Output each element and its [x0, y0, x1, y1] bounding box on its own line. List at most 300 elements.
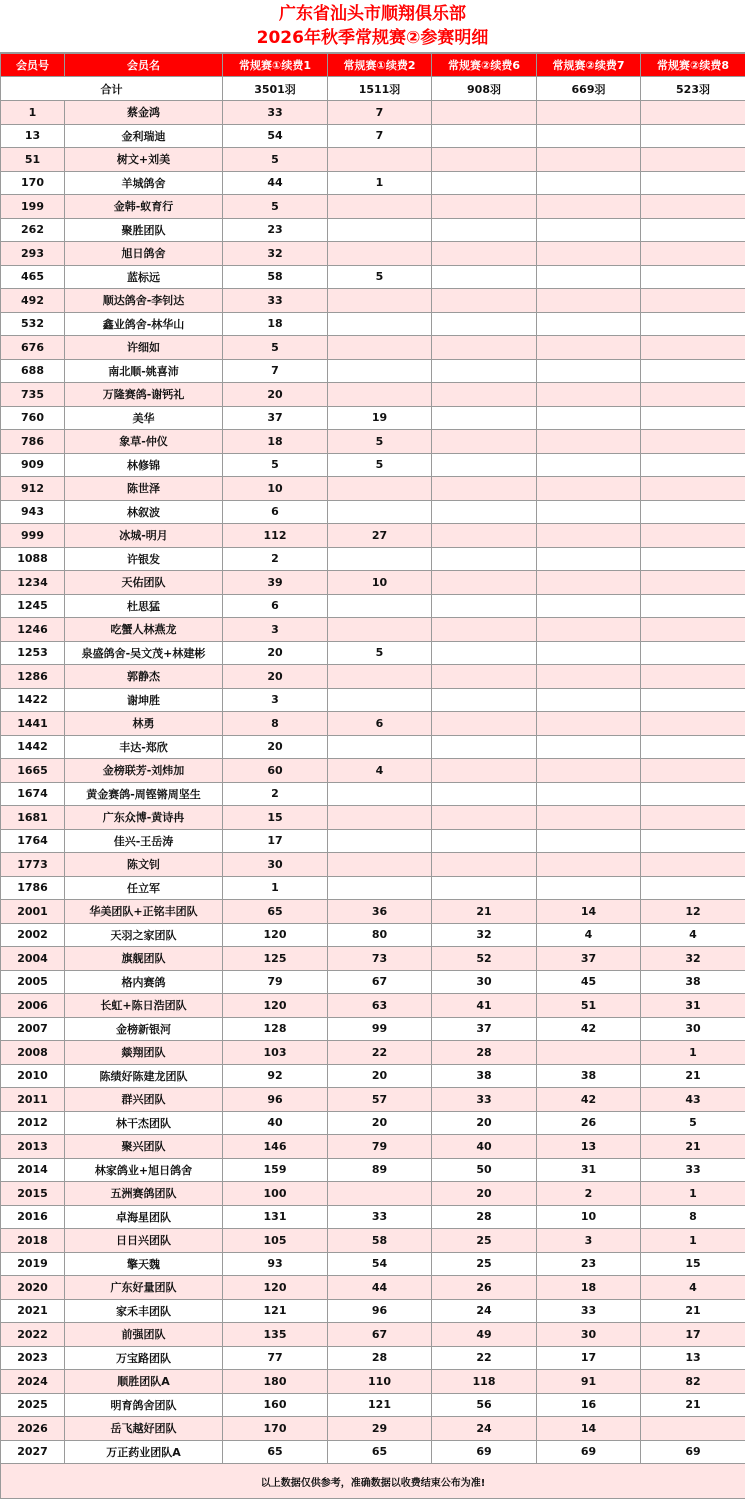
renewal-2-cell[interactable]: 110	[328, 1370, 432, 1394]
renewal-1-cell[interactable]: 79	[223, 970, 328, 994]
renewal-8-cell[interactable]: 69	[641, 1440, 745, 1464]
member-id-cell[interactable]: 1	[1, 101, 65, 125]
renewal-8-cell[interactable]: 1	[641, 1182, 745, 1206]
renewal-8-cell[interactable]	[641, 1417, 745, 1441]
renewal-6-cell[interactable]	[432, 500, 537, 524]
renewal-6-cell[interactable]	[432, 359, 537, 383]
member-name-cell[interactable]: 燚翔团队	[65, 1041, 223, 1065]
renewal-7-cell[interactable]: 45	[537, 970, 641, 994]
member-name-cell[interactable]: 群兴团队	[65, 1088, 223, 1112]
member-id-cell[interactable]: 532	[1, 312, 65, 336]
renewal-1-cell[interactable]: 146	[223, 1135, 328, 1159]
member-id-cell[interactable]: 1286	[1, 665, 65, 689]
renewal-1-cell[interactable]: 18	[223, 312, 328, 336]
renewal-6-cell[interactable]	[432, 218, 537, 242]
renewal-1-cell[interactable]: 60	[223, 759, 328, 783]
member-name-cell[interactable]: 广东好量团队	[65, 1276, 223, 1300]
renewal-6-cell[interactable]	[432, 383, 537, 407]
renewal-1-cell[interactable]: 1	[223, 876, 328, 900]
member-id-cell[interactable]: 2007	[1, 1017, 65, 1041]
member-id-cell[interactable]: 199	[1, 195, 65, 219]
member-name-cell[interactable]: 日日兴团队	[65, 1229, 223, 1253]
renewal-7-cell[interactable]	[537, 571, 641, 595]
renewal-7-cell[interactable]: 3	[537, 1229, 641, 1253]
member-name-cell[interactable]: 陈绩好陈建龙团队	[65, 1064, 223, 1088]
col-header-renewal-7[interactable]: 常规赛②续费7	[537, 54, 641, 77]
renewal-8-cell[interactable]	[641, 195, 745, 219]
renewal-2-cell[interactable]	[328, 383, 432, 407]
renewal-2-cell[interactable]	[328, 195, 432, 219]
renewal-1-cell[interactable]: 2	[223, 782, 328, 806]
renewal-8-cell[interactable]	[641, 500, 745, 524]
member-id-cell[interactable]: 2004	[1, 947, 65, 971]
renewal-7-cell[interactable]	[537, 500, 641, 524]
renewal-2-cell[interactable]: 29	[328, 1417, 432, 1441]
renewal-1-cell[interactable]: 65	[223, 1440, 328, 1464]
renewal-7-cell[interactable]: 14	[537, 900, 641, 924]
renewal-6-cell[interactable]: 52	[432, 947, 537, 971]
renewal-2-cell[interactable]	[328, 359, 432, 383]
renewal-1-cell[interactable]: 15	[223, 806, 328, 830]
member-id-cell[interactable]: 2002	[1, 923, 65, 947]
renewal-6-cell[interactable]: 40	[432, 1135, 537, 1159]
renewal-1-cell[interactable]: 44	[223, 171, 328, 195]
renewal-2-cell[interactable]: 58	[328, 1229, 432, 1253]
member-id-cell[interactable]: 676	[1, 336, 65, 360]
member-name-cell[interactable]: 万正药业团队A	[65, 1440, 223, 1464]
renewal-6-cell[interactable]	[432, 453, 537, 477]
renewal-6-cell[interactable]	[432, 477, 537, 501]
renewal-7-cell[interactable]	[537, 336, 641, 360]
renewal-1-cell[interactable]: 93	[223, 1252, 328, 1276]
renewal-2-cell[interactable]: 80	[328, 923, 432, 947]
member-id-cell[interactable]: 909	[1, 453, 65, 477]
renewal-7-cell[interactable]	[537, 477, 641, 501]
renewal-8-cell[interactable]	[641, 171, 745, 195]
member-id-cell[interactable]: 262	[1, 218, 65, 242]
renewal-2-cell[interactable]: 67	[328, 970, 432, 994]
member-id-cell[interactable]: 2012	[1, 1111, 65, 1135]
col-header-renewal-6[interactable]: 常规赛②续费6	[432, 54, 537, 77]
renewal-1-cell[interactable]: 105	[223, 1229, 328, 1253]
renewal-8-cell[interactable]	[641, 336, 745, 360]
member-id-cell[interactable]: 2018	[1, 1229, 65, 1253]
renewal-7-cell[interactable]: 18	[537, 1276, 641, 1300]
renewal-6-cell[interactable]	[432, 759, 537, 783]
renewal-2-cell[interactable]: 63	[328, 994, 432, 1018]
renewal-6-cell[interactable]	[432, 735, 537, 759]
member-id-cell[interactable]: 2014	[1, 1158, 65, 1182]
member-name-cell[interactable]: 蓝标远	[65, 265, 223, 289]
renewal-8-cell[interactable]	[641, 665, 745, 689]
renewal-8-cell[interactable]	[641, 618, 745, 642]
renewal-1-cell[interactable]: 77	[223, 1346, 328, 1370]
member-id-cell[interactable]: 2020	[1, 1276, 65, 1300]
member-name-cell[interactable]: 林勇	[65, 712, 223, 736]
renewal-2-cell[interactable]	[328, 477, 432, 501]
member-name-cell[interactable]: 长虹+陈日浩团队	[65, 994, 223, 1018]
renewal-8-cell[interactable]	[641, 782, 745, 806]
renewal-8-cell[interactable]: 21	[641, 1299, 745, 1323]
member-id-cell[interactable]: 943	[1, 500, 65, 524]
renewal-1-cell[interactable]: 8	[223, 712, 328, 736]
renewal-2-cell[interactable]	[328, 594, 432, 618]
renewal-8-cell[interactable]	[641, 547, 745, 571]
col-header-renewal-2[interactable]: 常规赛①续费2	[328, 54, 432, 77]
renewal-2-cell[interactable]: 36	[328, 900, 432, 924]
renewal-7-cell[interactable]: 30	[537, 1323, 641, 1347]
renewal-1-cell[interactable]: 120	[223, 994, 328, 1018]
member-id-cell[interactable]: 2008	[1, 1041, 65, 1065]
renewal-7-cell[interactable]: 13	[537, 1135, 641, 1159]
renewal-6-cell[interactable]: 28	[432, 1205, 537, 1229]
renewal-7-cell[interactable]: 16	[537, 1393, 641, 1417]
renewal-8-cell[interactable]: 4	[641, 1276, 745, 1300]
renewal-7-cell[interactable]	[537, 876, 641, 900]
renewal-7-cell[interactable]	[537, 782, 641, 806]
member-name-cell[interactable]: 陈世泽	[65, 477, 223, 501]
renewal-6-cell[interactable]	[432, 594, 537, 618]
member-name-cell[interactable]: 美华	[65, 406, 223, 430]
member-id-cell[interactable]: 13	[1, 124, 65, 148]
member-name-cell[interactable]: 金利瑞迪	[65, 124, 223, 148]
member-name-cell[interactable]: 旗舰团队	[65, 947, 223, 971]
renewal-8-cell[interactable]: 82	[641, 1370, 745, 1394]
member-id-cell[interactable]: 293	[1, 242, 65, 266]
renewal-7-cell[interactable]	[537, 759, 641, 783]
renewal-2-cell[interactable]: 65	[328, 1440, 432, 1464]
renewal-2-cell[interactable]	[328, 148, 432, 172]
member-id-cell[interactable]: 2022	[1, 1323, 65, 1347]
member-id-cell[interactable]: 2026	[1, 1417, 65, 1441]
renewal-7-cell[interactable]	[537, 853, 641, 877]
renewal-1-cell[interactable]: 54	[223, 124, 328, 148]
renewal-2-cell[interactable]: 10	[328, 571, 432, 595]
renewal-8-cell[interactable]	[641, 759, 745, 783]
renewal-8-cell[interactable]	[641, 289, 745, 313]
renewal-1-cell[interactable]: 159	[223, 1158, 328, 1182]
member-id-cell[interactable]: 1088	[1, 547, 65, 571]
renewal-7-cell[interactable]	[537, 430, 641, 454]
renewal-7-cell[interactable]: 51	[537, 994, 641, 1018]
renewal-6-cell[interactable]: 69	[432, 1440, 537, 1464]
member-name-cell[interactable]: 象草-仲仪	[65, 430, 223, 454]
renewal-7-cell[interactable]	[537, 406, 641, 430]
renewal-6-cell[interactable]	[432, 665, 537, 689]
member-id-cell[interactable]: 1786	[1, 876, 65, 900]
renewal-1-cell[interactable]: 3	[223, 688, 328, 712]
member-id-cell[interactable]: 2027	[1, 1440, 65, 1464]
member-id-cell[interactable]: 2010	[1, 1064, 65, 1088]
renewal-6-cell[interactable]	[432, 265, 537, 289]
member-name-cell[interactable]: 丰达-郑欣	[65, 735, 223, 759]
member-id-cell[interactable]: 1674	[1, 782, 65, 806]
renewal-7-cell[interactable]: 42	[537, 1017, 641, 1041]
member-name-cell[interactable]: 格内赛鸽	[65, 970, 223, 994]
member-name-cell[interactable]: 郭静杰	[65, 665, 223, 689]
renewal-8-cell[interactable]: 4	[641, 923, 745, 947]
member-name-cell[interactable]: 黄金赛鸽-周铿锵周坚生	[65, 782, 223, 806]
member-name-cell[interactable]: 冰城-明月	[65, 524, 223, 548]
renewal-6-cell[interactable]	[432, 547, 537, 571]
renewal-1-cell[interactable]: 3	[223, 618, 328, 642]
renewal-2-cell[interactable]	[328, 500, 432, 524]
renewal-1-cell[interactable]: 40	[223, 1111, 328, 1135]
renewal-2-cell[interactable]	[328, 853, 432, 877]
renewal-8-cell[interactable]: 21	[641, 1393, 745, 1417]
member-id-cell[interactable]: 688	[1, 359, 65, 383]
renewal-2-cell[interactable]: 67	[328, 1323, 432, 1347]
renewal-1-cell[interactable]: 6	[223, 594, 328, 618]
renewal-1-cell[interactable]: 33	[223, 101, 328, 125]
member-name-cell[interactable]: 广东众博-黄诗冉	[65, 806, 223, 830]
renewal-7-cell[interactable]	[537, 218, 641, 242]
renewal-1-cell[interactable]: 128	[223, 1017, 328, 1041]
renewal-7-cell[interactable]: 38	[537, 1064, 641, 1088]
renewal-6-cell[interactable]: 50	[432, 1158, 537, 1182]
renewal-6-cell[interactable]: 25	[432, 1252, 537, 1276]
renewal-8-cell[interactable]: 43	[641, 1088, 745, 1112]
renewal-6-cell[interactable]	[432, 336, 537, 360]
renewal-7-cell[interactable]: 4	[537, 923, 641, 947]
renewal-1-cell[interactable]: 170	[223, 1417, 328, 1441]
renewal-1-cell[interactable]: 5	[223, 148, 328, 172]
renewal-7-cell[interactable]	[537, 547, 641, 571]
member-id-cell[interactable]: 1681	[1, 806, 65, 830]
renewal-8-cell[interactable]: 21	[641, 1135, 745, 1159]
renewal-1-cell[interactable]: 10	[223, 477, 328, 501]
renewal-1-cell[interactable]: 30	[223, 853, 328, 877]
member-id-cell[interactable]: 2006	[1, 994, 65, 1018]
renewal-8-cell[interactable]: 33	[641, 1158, 745, 1182]
renewal-2-cell[interactable]: 121	[328, 1393, 432, 1417]
renewal-6-cell[interactable]: 25	[432, 1229, 537, 1253]
renewal-6-cell[interactable]: 33	[432, 1088, 537, 1112]
member-name-cell[interactable]: 林家鸽业+旭日鸽舍	[65, 1158, 223, 1182]
renewal-8-cell[interactable]: 15	[641, 1252, 745, 1276]
member-id-cell[interactable]: 465	[1, 265, 65, 289]
member-name-cell[interactable]: 泉盛鸽舍-吴文茂+林建彬	[65, 641, 223, 665]
renewal-2-cell[interactable]	[328, 665, 432, 689]
renewal-8-cell[interactable]: 17	[641, 1323, 745, 1347]
renewal-2-cell[interactable]: 6	[328, 712, 432, 736]
member-name-cell[interactable]: 顺达鸽舍-李钊达	[65, 289, 223, 313]
member-id-cell[interactable]: 51	[1, 148, 65, 172]
member-id-cell[interactable]: 999	[1, 524, 65, 548]
renewal-1-cell[interactable]: 6	[223, 500, 328, 524]
member-name-cell[interactable]: 五洲赛鸽团队	[65, 1182, 223, 1206]
renewal-7-cell[interactable]	[537, 829, 641, 853]
renewal-6-cell[interactable]: 22	[432, 1346, 537, 1370]
renewal-2-cell[interactable]: 79	[328, 1135, 432, 1159]
renewal-1-cell[interactable]: 37	[223, 406, 328, 430]
member-name-cell[interactable]: 林干杰团队	[65, 1111, 223, 1135]
renewal-8-cell[interactable]	[641, 359, 745, 383]
renewal-2-cell[interactable]: 33	[328, 1205, 432, 1229]
renewal-8-cell[interactable]: 1	[641, 1229, 745, 1253]
renewal-7-cell[interactable]: 14	[537, 1417, 641, 1441]
renewal-6-cell[interactable]	[432, 806, 537, 830]
renewal-7-cell[interactable]	[537, 524, 641, 548]
renewal-2-cell[interactable]	[328, 806, 432, 830]
renewal-7-cell[interactable]	[537, 453, 641, 477]
member-id-cell[interactable]: 2023	[1, 1346, 65, 1370]
renewal-6-cell[interactable]	[432, 524, 537, 548]
renewal-7-cell[interactable]: 31	[537, 1158, 641, 1182]
renewal-6-cell[interactable]: 28	[432, 1041, 537, 1065]
col-header-member-name[interactable]: 会员名	[65, 54, 223, 77]
member-name-cell[interactable]: 顺胜团队A	[65, 1370, 223, 1394]
renewal-8-cell[interactable]	[641, 641, 745, 665]
renewal-2-cell[interactable]: 89	[328, 1158, 432, 1182]
renewal-7-cell[interactable]	[537, 712, 641, 736]
renewal-2-cell[interactable]: 7	[328, 101, 432, 125]
renewal-8-cell[interactable]	[641, 218, 745, 242]
renewal-2-cell[interactable]: 27	[328, 524, 432, 548]
member-name-cell[interactable]: 前强团队	[65, 1323, 223, 1347]
renewal-1-cell[interactable]: 5	[223, 453, 328, 477]
renewal-1-cell[interactable]: 112	[223, 524, 328, 548]
renewal-7-cell[interactable]	[537, 359, 641, 383]
renewal-1-cell[interactable]: 2	[223, 547, 328, 571]
renewal-8-cell[interactable]	[641, 806, 745, 830]
member-id-cell[interactable]: 2011	[1, 1088, 65, 1112]
member-name-cell[interactable]: 南北顺-姚喜沛	[65, 359, 223, 383]
renewal-6-cell[interactable]: 32	[432, 923, 537, 947]
renewal-1-cell[interactable]: 103	[223, 1041, 328, 1065]
member-name-cell[interactable]: 聚胜团队	[65, 218, 223, 242]
renewal-8-cell[interactable]	[641, 524, 745, 548]
renewal-7-cell[interactable]	[537, 641, 641, 665]
renewal-8-cell[interactable]	[641, 406, 745, 430]
member-name-cell[interactable]: 林叙波	[65, 500, 223, 524]
renewal-1-cell[interactable]: 131	[223, 1205, 328, 1229]
renewal-7-cell[interactable]	[537, 195, 641, 219]
member-id-cell[interactable]: 912	[1, 477, 65, 501]
renewal-1-cell[interactable]: 121	[223, 1299, 328, 1323]
renewal-8-cell[interactable]	[641, 453, 745, 477]
renewal-7-cell[interactable]	[537, 289, 641, 313]
renewal-2-cell[interactable]	[328, 289, 432, 313]
renewal-2-cell[interactable]: 5	[328, 265, 432, 289]
renewal-6-cell[interactable]: 56	[432, 1393, 537, 1417]
renewal-1-cell[interactable]: 92	[223, 1064, 328, 1088]
renewal-6-cell[interactable]	[432, 101, 537, 125]
renewal-2-cell[interactable]: 4	[328, 759, 432, 783]
renewal-6-cell[interactable]	[432, 876, 537, 900]
renewal-6-cell[interactable]	[432, 195, 537, 219]
renewal-6-cell[interactable]: 30	[432, 970, 537, 994]
renewal-7-cell[interactable]	[537, 1041, 641, 1065]
renewal-7-cell[interactable]: 37	[537, 947, 641, 971]
renewal-2-cell[interactable]: 5	[328, 453, 432, 477]
member-name-cell[interactable]: 金榜新银河	[65, 1017, 223, 1041]
renewal-8-cell[interactable]	[641, 571, 745, 595]
member-name-cell[interactable]: 擎天魏	[65, 1252, 223, 1276]
renewal-7-cell[interactable]: 91	[537, 1370, 641, 1394]
renewal-6-cell[interactable]	[432, 829, 537, 853]
renewal-6-cell[interactable]: 38	[432, 1064, 537, 1088]
renewal-1-cell[interactable]: 120	[223, 923, 328, 947]
renewal-7-cell[interactable]: 42	[537, 1088, 641, 1112]
member-id-cell[interactable]: 2025	[1, 1393, 65, 1417]
member-id-cell[interactable]: 2024	[1, 1370, 65, 1394]
renewal-2-cell[interactable]: 57	[328, 1088, 432, 1112]
renewal-6-cell[interactable]	[432, 853, 537, 877]
member-id-cell[interactable]: 2016	[1, 1205, 65, 1229]
renewal-1-cell[interactable]: 180	[223, 1370, 328, 1394]
renewal-2-cell[interactable]	[328, 312, 432, 336]
renewal-6-cell[interactable]	[432, 430, 537, 454]
member-name-cell[interactable]: 许银发	[65, 547, 223, 571]
renewal-1-cell[interactable]: 5	[223, 336, 328, 360]
renewal-8-cell[interactable]	[641, 735, 745, 759]
renewal-8-cell[interactable]: 32	[641, 947, 745, 971]
member-name-cell[interactable]: 金榜联芳-刘炜加	[65, 759, 223, 783]
renewal-6-cell[interactable]: 24	[432, 1299, 537, 1323]
col-header-renewal-8[interactable]: 常规赛②续费8	[641, 54, 745, 77]
renewal-8-cell[interactable]	[641, 148, 745, 172]
renewal-8-cell[interactable]	[641, 242, 745, 266]
renewal-2-cell[interactable]	[328, 688, 432, 712]
member-id-cell[interactable]: 1665	[1, 759, 65, 783]
renewal-2-cell[interactable]: 99	[328, 1017, 432, 1041]
member-id-cell[interactable]: 786	[1, 430, 65, 454]
renewal-7-cell[interactable]: 26	[537, 1111, 641, 1135]
renewal-1-cell[interactable]: 33	[223, 289, 328, 313]
member-id-cell[interactable]: 760	[1, 406, 65, 430]
member-id-cell[interactable]: 2015	[1, 1182, 65, 1206]
renewal-6-cell[interactable]	[432, 712, 537, 736]
renewal-6-cell[interactable]: 37	[432, 1017, 537, 1041]
member-id-cell[interactable]: 170	[1, 171, 65, 195]
renewal-7-cell[interactable]	[537, 312, 641, 336]
member-name-cell[interactable]: 天佑团队	[65, 571, 223, 595]
renewal-7-cell[interactable]: 10	[537, 1205, 641, 1229]
renewal-1-cell[interactable]: 7	[223, 359, 328, 383]
member-name-cell[interactable]: 聚兴团队	[65, 1135, 223, 1159]
member-name-cell[interactable]: 万隆赛鸽-谢钙礼	[65, 383, 223, 407]
member-id-cell[interactable]: 1245	[1, 594, 65, 618]
renewal-2-cell[interactable]: 96	[328, 1299, 432, 1323]
renewal-8-cell[interactable]: 1	[641, 1041, 745, 1065]
renewal-8-cell[interactable]: 13	[641, 1346, 745, 1370]
renewal-8-cell[interactable]	[641, 430, 745, 454]
renewal-7-cell[interactable]: 17	[537, 1346, 641, 1370]
member-id-cell[interactable]: 1442	[1, 735, 65, 759]
member-name-cell[interactable]: 谢坤胜	[65, 688, 223, 712]
member-name-cell[interactable]: 华美团队+正铭丰团队	[65, 900, 223, 924]
renewal-8-cell[interactable]: 21	[641, 1064, 745, 1088]
member-name-cell[interactable]: 万宝路团队	[65, 1346, 223, 1370]
renewal-6-cell[interactable]: 24	[432, 1417, 537, 1441]
member-id-cell[interactable]: 1253	[1, 641, 65, 665]
renewal-2-cell[interactable]	[328, 242, 432, 266]
renewal-8-cell[interactable]: 31	[641, 994, 745, 1018]
col-header-renewal-1[interactable]: 常规赛①续费1	[223, 54, 328, 77]
renewal-1-cell[interactable]: 20	[223, 383, 328, 407]
member-id-cell[interactable]: 735	[1, 383, 65, 407]
renewal-2-cell[interactable]: 28	[328, 1346, 432, 1370]
renewal-6-cell[interactable]	[432, 148, 537, 172]
member-id-cell[interactable]: 2001	[1, 900, 65, 924]
member-name-cell[interactable]: 许细如	[65, 336, 223, 360]
renewal-6-cell[interactable]	[432, 124, 537, 148]
member-id-cell[interactable]: 1773	[1, 853, 65, 877]
renewal-1-cell[interactable]: 20	[223, 665, 328, 689]
renewal-6-cell[interactable]	[432, 688, 537, 712]
renewal-8-cell[interactable]	[641, 853, 745, 877]
